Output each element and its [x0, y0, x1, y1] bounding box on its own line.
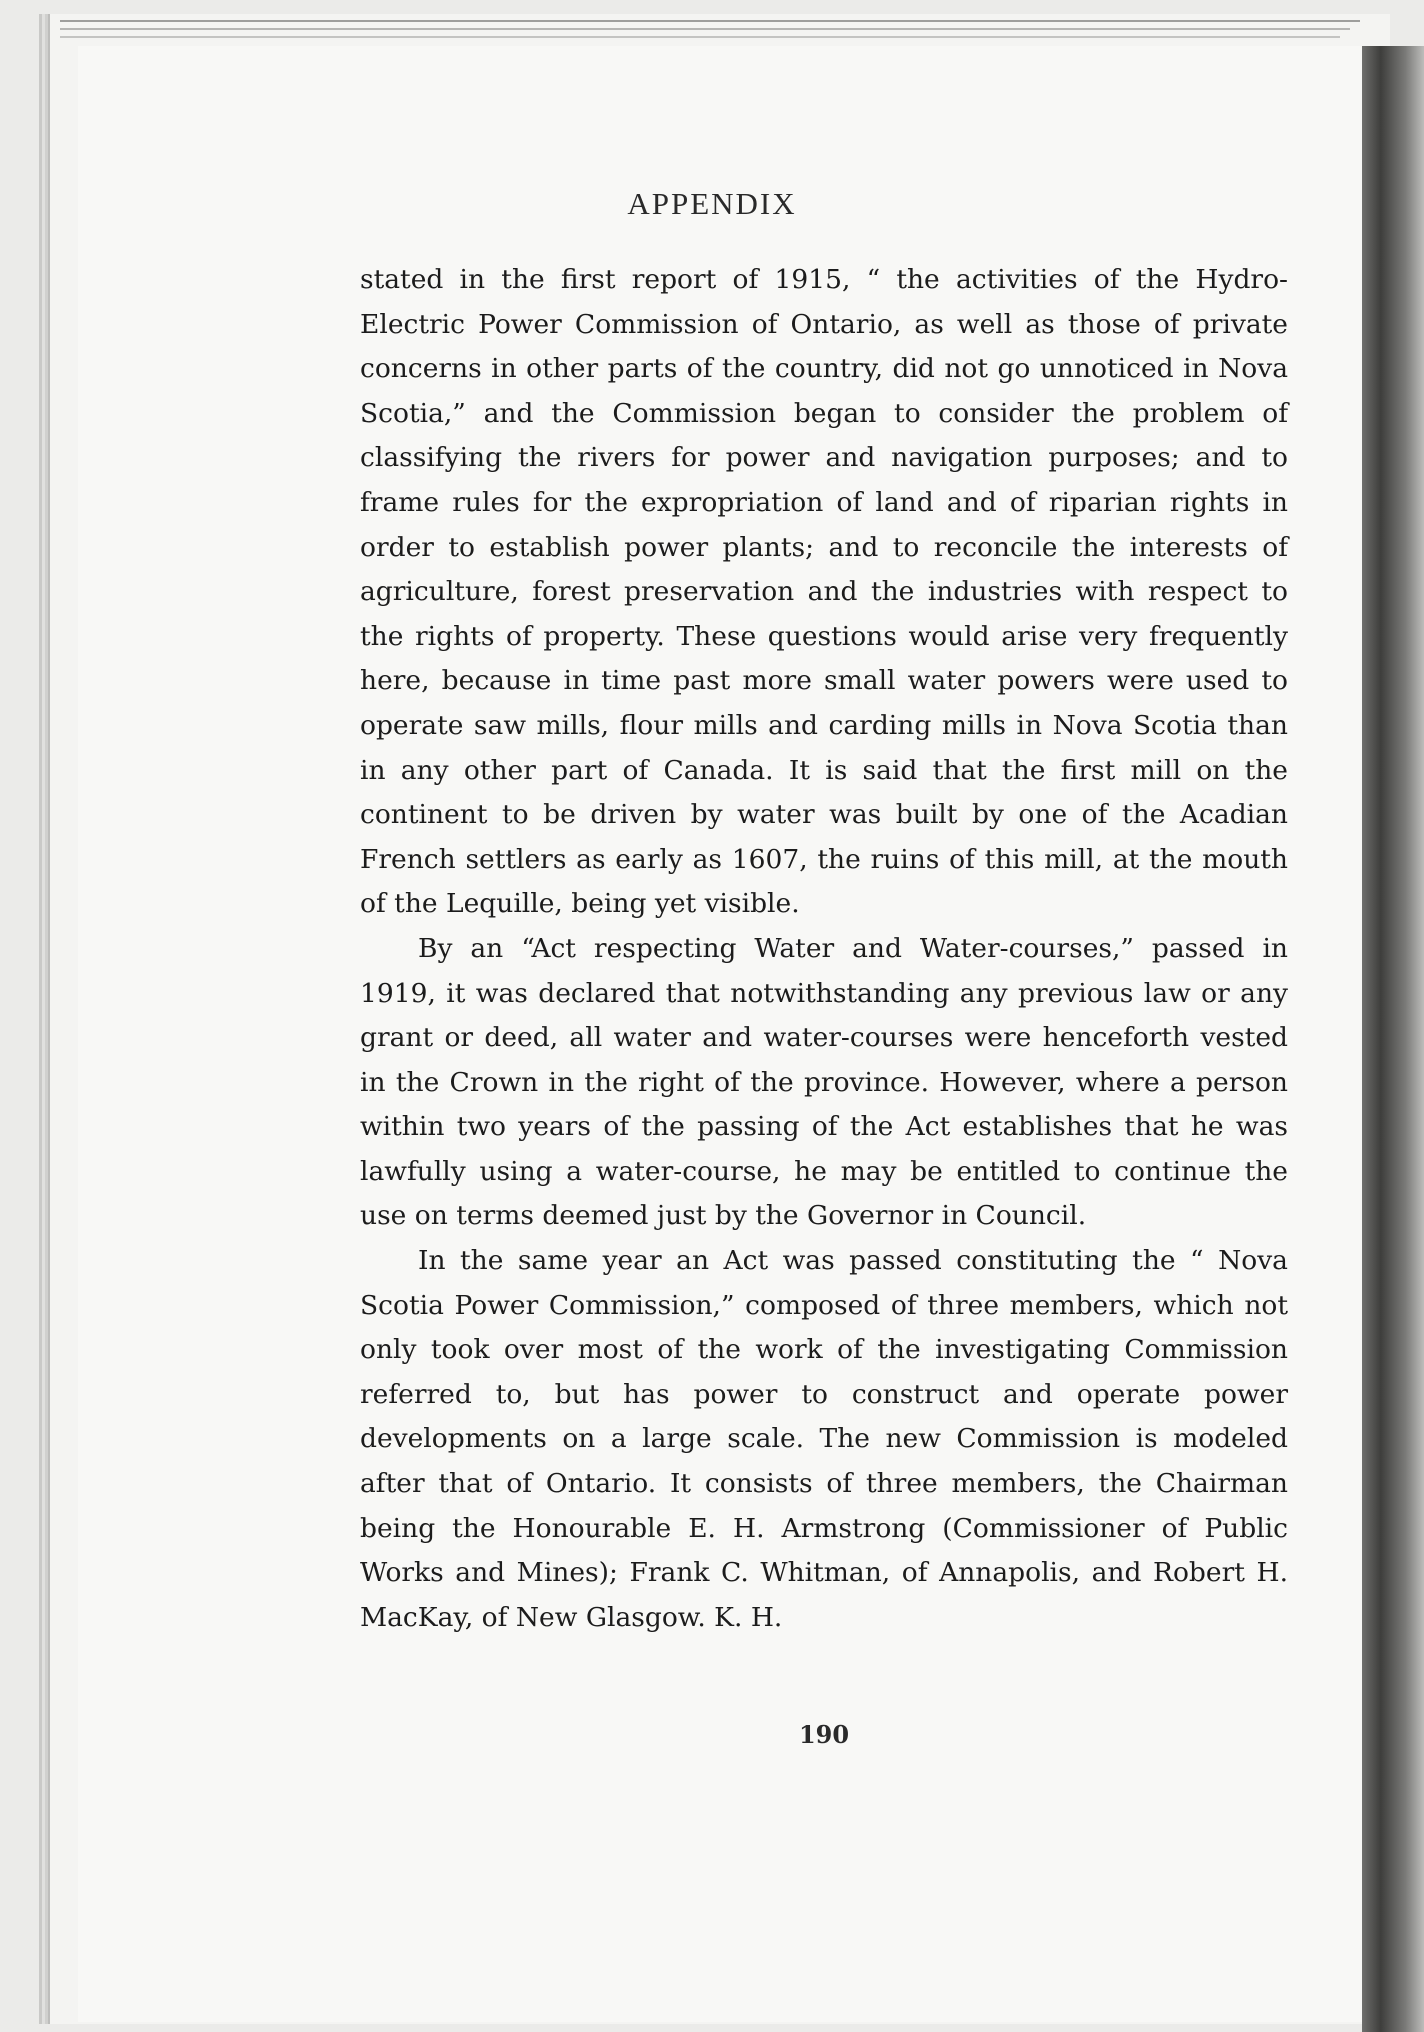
binding-shadow — [1362, 46, 1424, 2032]
running-head: APPENDIX — [627, 186, 797, 221]
page-edge-line — [60, 36, 1340, 38]
page-edge-line — [60, 28, 1350, 30]
body-text — [360, 258, 1288, 1640]
page-number: 190 — [798, 1720, 850, 1749]
page-edge-line — [60, 20, 1360, 22]
paragraph: By an “Act respecting Water and Water-courses,” passed in 1919, it was declared that notwithstanding any previous law or any grant or deed, all water and water-courses were henceforth vested in the Crown in the right of the province. However, where a person within two years of the passing of the Act establishes that he was lawfully using a water-course, he may be entitled to continue the use on terms deemed just by the Governor in Council. — [360, 932, 1288, 1232]
paragraph: In the same year an Act was passed constituting the “ Nova Scotia Power Commission,” composed of three members, which not only took over most of the work of the investigating Commission referred to, but has power to construct and operate power developments on a large scale. The new Commission is modeled after that of Ontario. It consists of three members, the Chairman being the Honourable E. H. Armstrong (Commissioner of Public Works and Mines); Frank C. Whitman, of Annapolis, and Robert H. MacKay, of New Glasgow. K. H. — [360, 1245, 1288, 1633]
paragraph: stated in the first report of 1915, “ the activities of the Hydro-Electric Power Commission of Ontario, as well as those of private concerns in other parts of the country, did not go unnoticed in Nova Scotia,” and the Commission began to consider the problem of classifying the rivers for power and navigation purposes; and to frame rules for the expropriation of land and of riparian rights in order to establish power plants; and to reconcile the interests of agriculture, forest preservation and the industries with respect to the rights of property. These questions would arise very frequently here, because in time past more small water powers were used to operate saw mills, flour mills and carding mills in Nova Scotia than in any other part of Canada. It is said that the first mill on the continent to be driven by water was built by one of the Acadian French settlers as early as 1607, the ruins of this mill, at the mouth of the Lequille, being yet visible. — [360, 264, 1288, 920]
